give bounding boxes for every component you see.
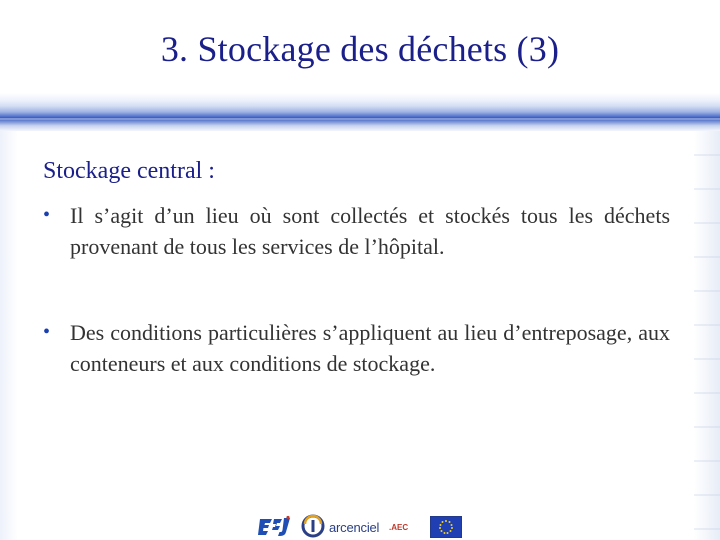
- bullet-item: [43, 317, 670, 379]
- title-band-decoration: [0, 93, 720, 131]
- bullet-text: Il s’agit d’un lieu où sont collectés et stockés tous les déchets provenant de tous les services de l’hôpital.: [70, 203, 670, 259]
- arcenciel-logo: [301, 514, 419, 538]
- left-edge-decoration: [0, 120, 18, 540]
- slide-title: 3. Stockage des déchets (3): [160, 29, 560, 69]
- arcenciel-logo-suffix: .AEC: [389, 523, 409, 532]
- bullet-text: Des conditions particulières s’appliquent au lieu d’entreposage, aux conteneurs et aux conditions de stockage.: [70, 320, 670, 376]
- arcenciel-logo-icon: [301, 514, 325, 538]
- bullet-marker: •: [43, 321, 51, 343]
- section-heading: Stockage central :: [43, 158, 215, 184]
- footer-logos: [0, 510, 720, 540]
- bullet-item: [43, 200, 670, 262]
- eu-flag-icon: [430, 516, 462, 538]
- esj-logo-icon: [256, 515, 292, 539]
- arcenciel-logo-name: arcenciel: [329, 520, 380, 535]
- right-edge-decoration: [694, 120, 720, 540]
- title-band-line: [0, 118, 720, 120]
- bullet-marker: •: [43, 204, 51, 226]
